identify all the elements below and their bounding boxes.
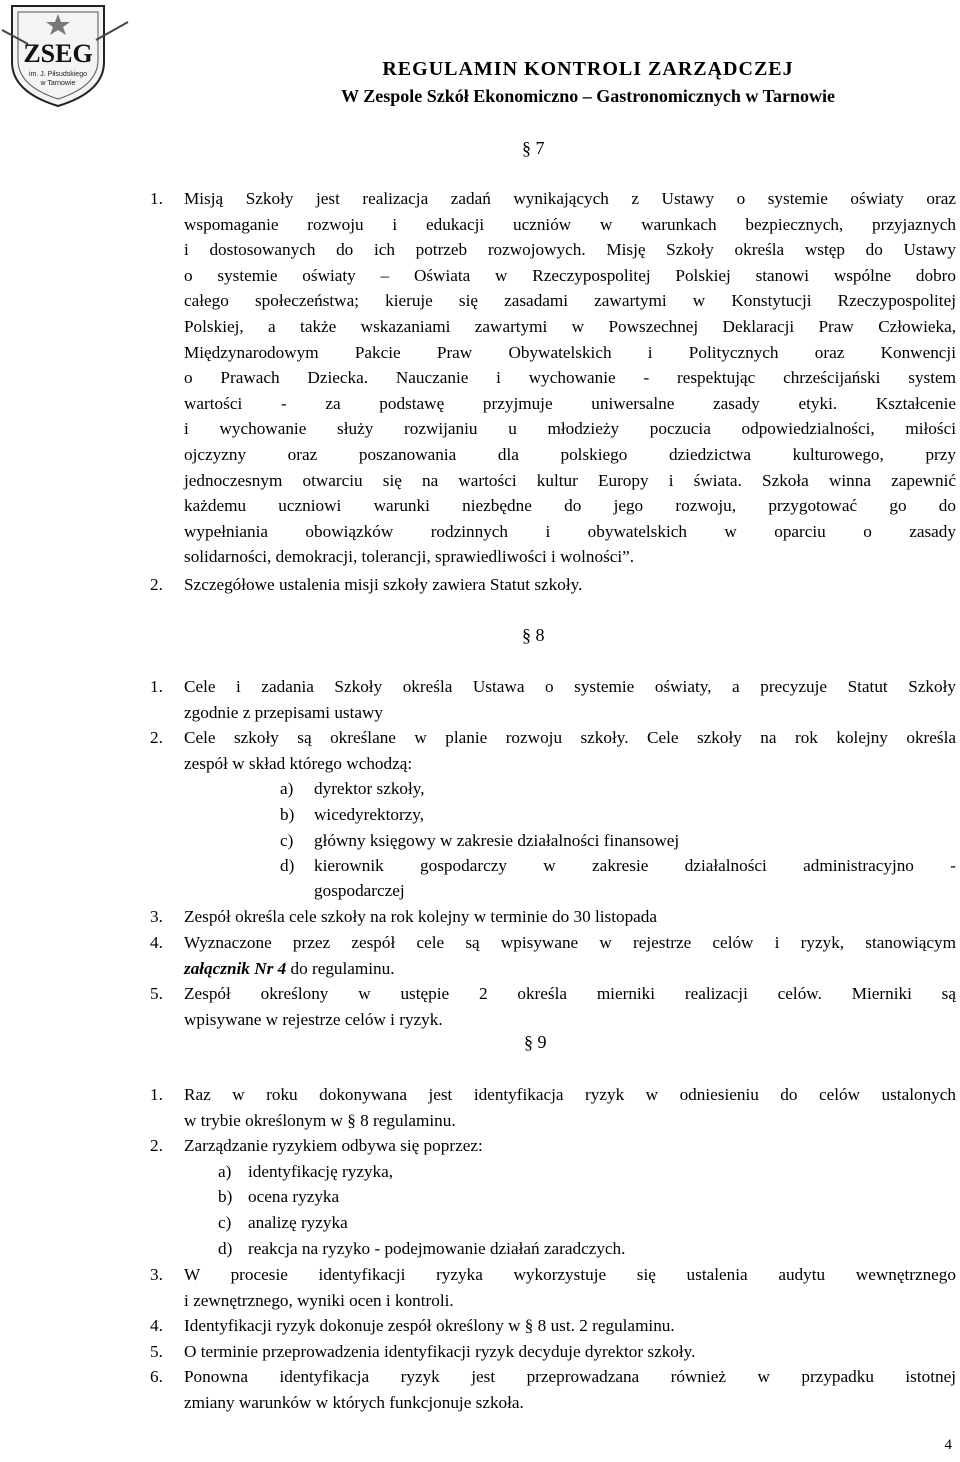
s9-p5-number: 5. [150,1342,163,1361]
s9-step-label: b) [218,1187,233,1206]
s9-step-text: analizę ryzyka [248,1213,348,1232]
s8-p4-line [184,956,956,982]
s7-p1-line: i dostosowanych do ich potrzeb rozwojowych. Misję Szkoły określa wstęp do Ustawy [184,240,956,260]
header-subtitle: W Zespole Szkół Ekonomiczno – Gastronomicznych w Tarnowie [341,86,835,106]
s9-p4-number: 4. [150,1316,163,1335]
s9-p6-line: zmiany warunków w których funkcjonuje szkoła. [184,1392,524,1412]
s9-p4-text: Identyfikacji ryzyk dokonuje zespół określony w § 8 ust. 2 regulaminu. [184,1316,675,1335]
s8-member-label: c) [280,831,294,850]
s7-p1-line: o Prawach Dziecka. Nauczanie i wychowanie - respektując chrześcijański system [184,368,956,388]
s8-member-label: a) [280,779,294,798]
s9-step-text: reakcja na ryzyko - podejmowanie działań zaradczych. [248,1239,626,1258]
school-logo [0,0,130,110]
s8-member-text: dyrektor szkoły, [314,779,425,798]
s9-p3-line: W procesie identyfikacji ryzyka wykorzystuje się ustalenia audytu wewnętrznego [184,1265,956,1284]
s8-p1-line: Cele i zadania Szkoły określa Ustawa o systemie oświaty, a precyzuje Statut Szkoły [184,677,956,696]
s8-p4-text [184,930,956,981]
s8-p4-line: Wyznaczone przez zespół cele są wpisywane w rejestrze celów i ryzyk, stanowiącym [184,933,956,952]
s7-p1-number: 1. [150,189,163,208]
s8-p4-number: 4. [150,933,163,952]
s7-p1-line: wartości - za podstawę przyjmuje uniwersalne zasady etyki. Kształcenie [184,393,956,413]
s8-p5-text [184,981,956,1032]
s7-p1-line: Polskiej, a także wskazaniami zawartymi w Powszechnej Deklaracji Praw Człowieka, [184,316,956,336]
s8-p5-number: 5. [150,984,163,1003]
page-number: 4 [944,1437,952,1453]
s7-p1-line: każdemu uczniowi warunki niezbędne do jego rozwoju, przygotować go do [184,496,956,516]
s7-p1-line: całego społeczeństwa; kieruje się zasadami zawartymi w Konstytucji Rzeczypospolitej [184,291,956,311]
s8-p5-line: wpisywane w rejestrze celów i ryzyk. [184,1009,443,1029]
s9-p6-line: Ponowna identyfikacja ryzyk jest przeprowadzana również w przypadku istotnej [184,1367,956,1386]
s8-p1-number: 1. [150,677,163,696]
section-9-heading: § 9 [524,1032,547,1052]
s8-member-text: główny księgowy w zakresie działalności finansowej [314,831,680,850]
s9-p2-number: 2. [150,1136,163,1155]
s9-step-label: d) [218,1239,233,1258]
s9-step-label: c) [218,1213,232,1232]
s7-p1-line: Międzynarodowym Pakcie Praw Obywatelskich i Politycznych oraz Konwencji [184,342,956,362]
s8-member-label: d) [280,856,295,875]
s7-p1-text [184,186,956,570]
s9-p1-number: 1. [150,1085,163,1104]
s9-p1-line: w trybie określonym w § 8 regulaminu. [184,1110,456,1130]
s9-step-text: ocena ryzyka [248,1187,340,1206]
s8-p2-line: Cele szkoły są określane w planie rozwoju szkoły. Cele szkoły na rok kolejny określa [184,728,956,747]
s9-p2-text: Zarządzanie ryzykiem odbywa się poprzez: [184,1136,483,1155]
s7-p1-line: Misją Szkoły jest realizacja zadań wynikających z Ustawy o systemie oświaty oraz [184,189,956,208]
s7-p1-line: wypełniania obowiązków rodzinnych i obywatelskich w oparciu o zasady [184,521,956,541]
s7-p1-line: i wychowanie służy rozwijaniu u młodzieży poczucia odpowiedzialności, miłości [184,419,956,439]
s8-member-text-cont: gospodarczej [314,881,405,900]
s8-p5-line: Zespół określony w ustępie 2 określa mierniki realizacji celów. Mierniki są [184,984,956,1003]
s9-p3-text [184,1262,956,1313]
s8-p4-rest: do regulaminu. [286,958,395,978]
s8-p2-line: zespół w skład którego wchodzą: [184,753,413,773]
s9-p5-text: O terminie przeprowadzenia identyfikacji ryzyk decyduje dyrektor szkoły. [184,1342,696,1361]
s7-p1-line: solidarności, demokracji, tolerancji, sprawiedliwości i wolności”. [184,547,635,567]
s9-p1-text [184,1082,956,1133]
s9-step-text: identyfikację ryzyka, [248,1162,394,1181]
s8-p2-text [184,725,956,776]
s9-step-label: a) [218,1162,232,1181]
svg-text:im. J. Piłsudskiego: im. J. Piłsudskiego [29,71,87,78]
s9-p3-line: i zewnętrznego, wyniki ocen i kontroli. [184,1290,454,1310]
s7-p1-line: o systemie oświaty – Oświata w Rzeczypospolitej Polskiej stanowi wspólne dobro [184,265,956,285]
section-8-heading: § 8 [522,625,545,645]
s9-p1-line: Raz w roku dokonywana jest identyfikacja ryzyk w odniesieniu do celów ustalonych [184,1085,956,1104]
s8-p3-number: 3. [150,907,163,926]
s8-p2-number: 2. [150,728,163,747]
s7-p1-line: ojczyzny oraz poszanowania dla polskiego dziedzictwa kulturowego, przy [184,444,956,464]
s9-p6-number: 6. [150,1367,163,1386]
s8-p3-text: Zespół określa cele szkoły na rok kolejny w terminie do 30 listopada [184,907,658,926]
s8-member-label: b) [280,805,295,824]
s8-p1-line: zgodnie z przepisami ustawy [184,702,384,722]
s8-member-text: wicedyrektorzy, [314,805,425,824]
s7-p2-text: Szczegółowe ustalenia misji szkoły zawiera Statut szkoły. [184,575,583,594]
s9-p3-number: 3. [150,1265,163,1284]
s8-member-text: kierownik gospodarczy w zakresie działalności administracyjno - [314,856,956,875]
svg-text:ZSEG: ZSEG [23,39,93,68]
s7-p1-line: jednoczesnym otwarciu się na wartości kultur Europy i świata. Szkoła winna zapewnić [184,470,956,490]
s8-p1-text [184,674,956,725]
svg-text:w Tarnowie: w Tarnowie [40,80,76,87]
s9-p6-text [184,1364,956,1415]
section-7-heading: § 7 [522,138,545,158]
header-title: REGULAMIN KONTROLI ZARZĄDCZEJ [382,58,794,80]
s7-p2-number: 2. [150,575,163,594]
s7-p1-line: wspomaganie rozwoju i edukacji uczniów w warunkach bezpiecznych, przyjaznych [184,214,956,234]
attachment-reference: załącznik Nr 4 [184,958,287,978]
